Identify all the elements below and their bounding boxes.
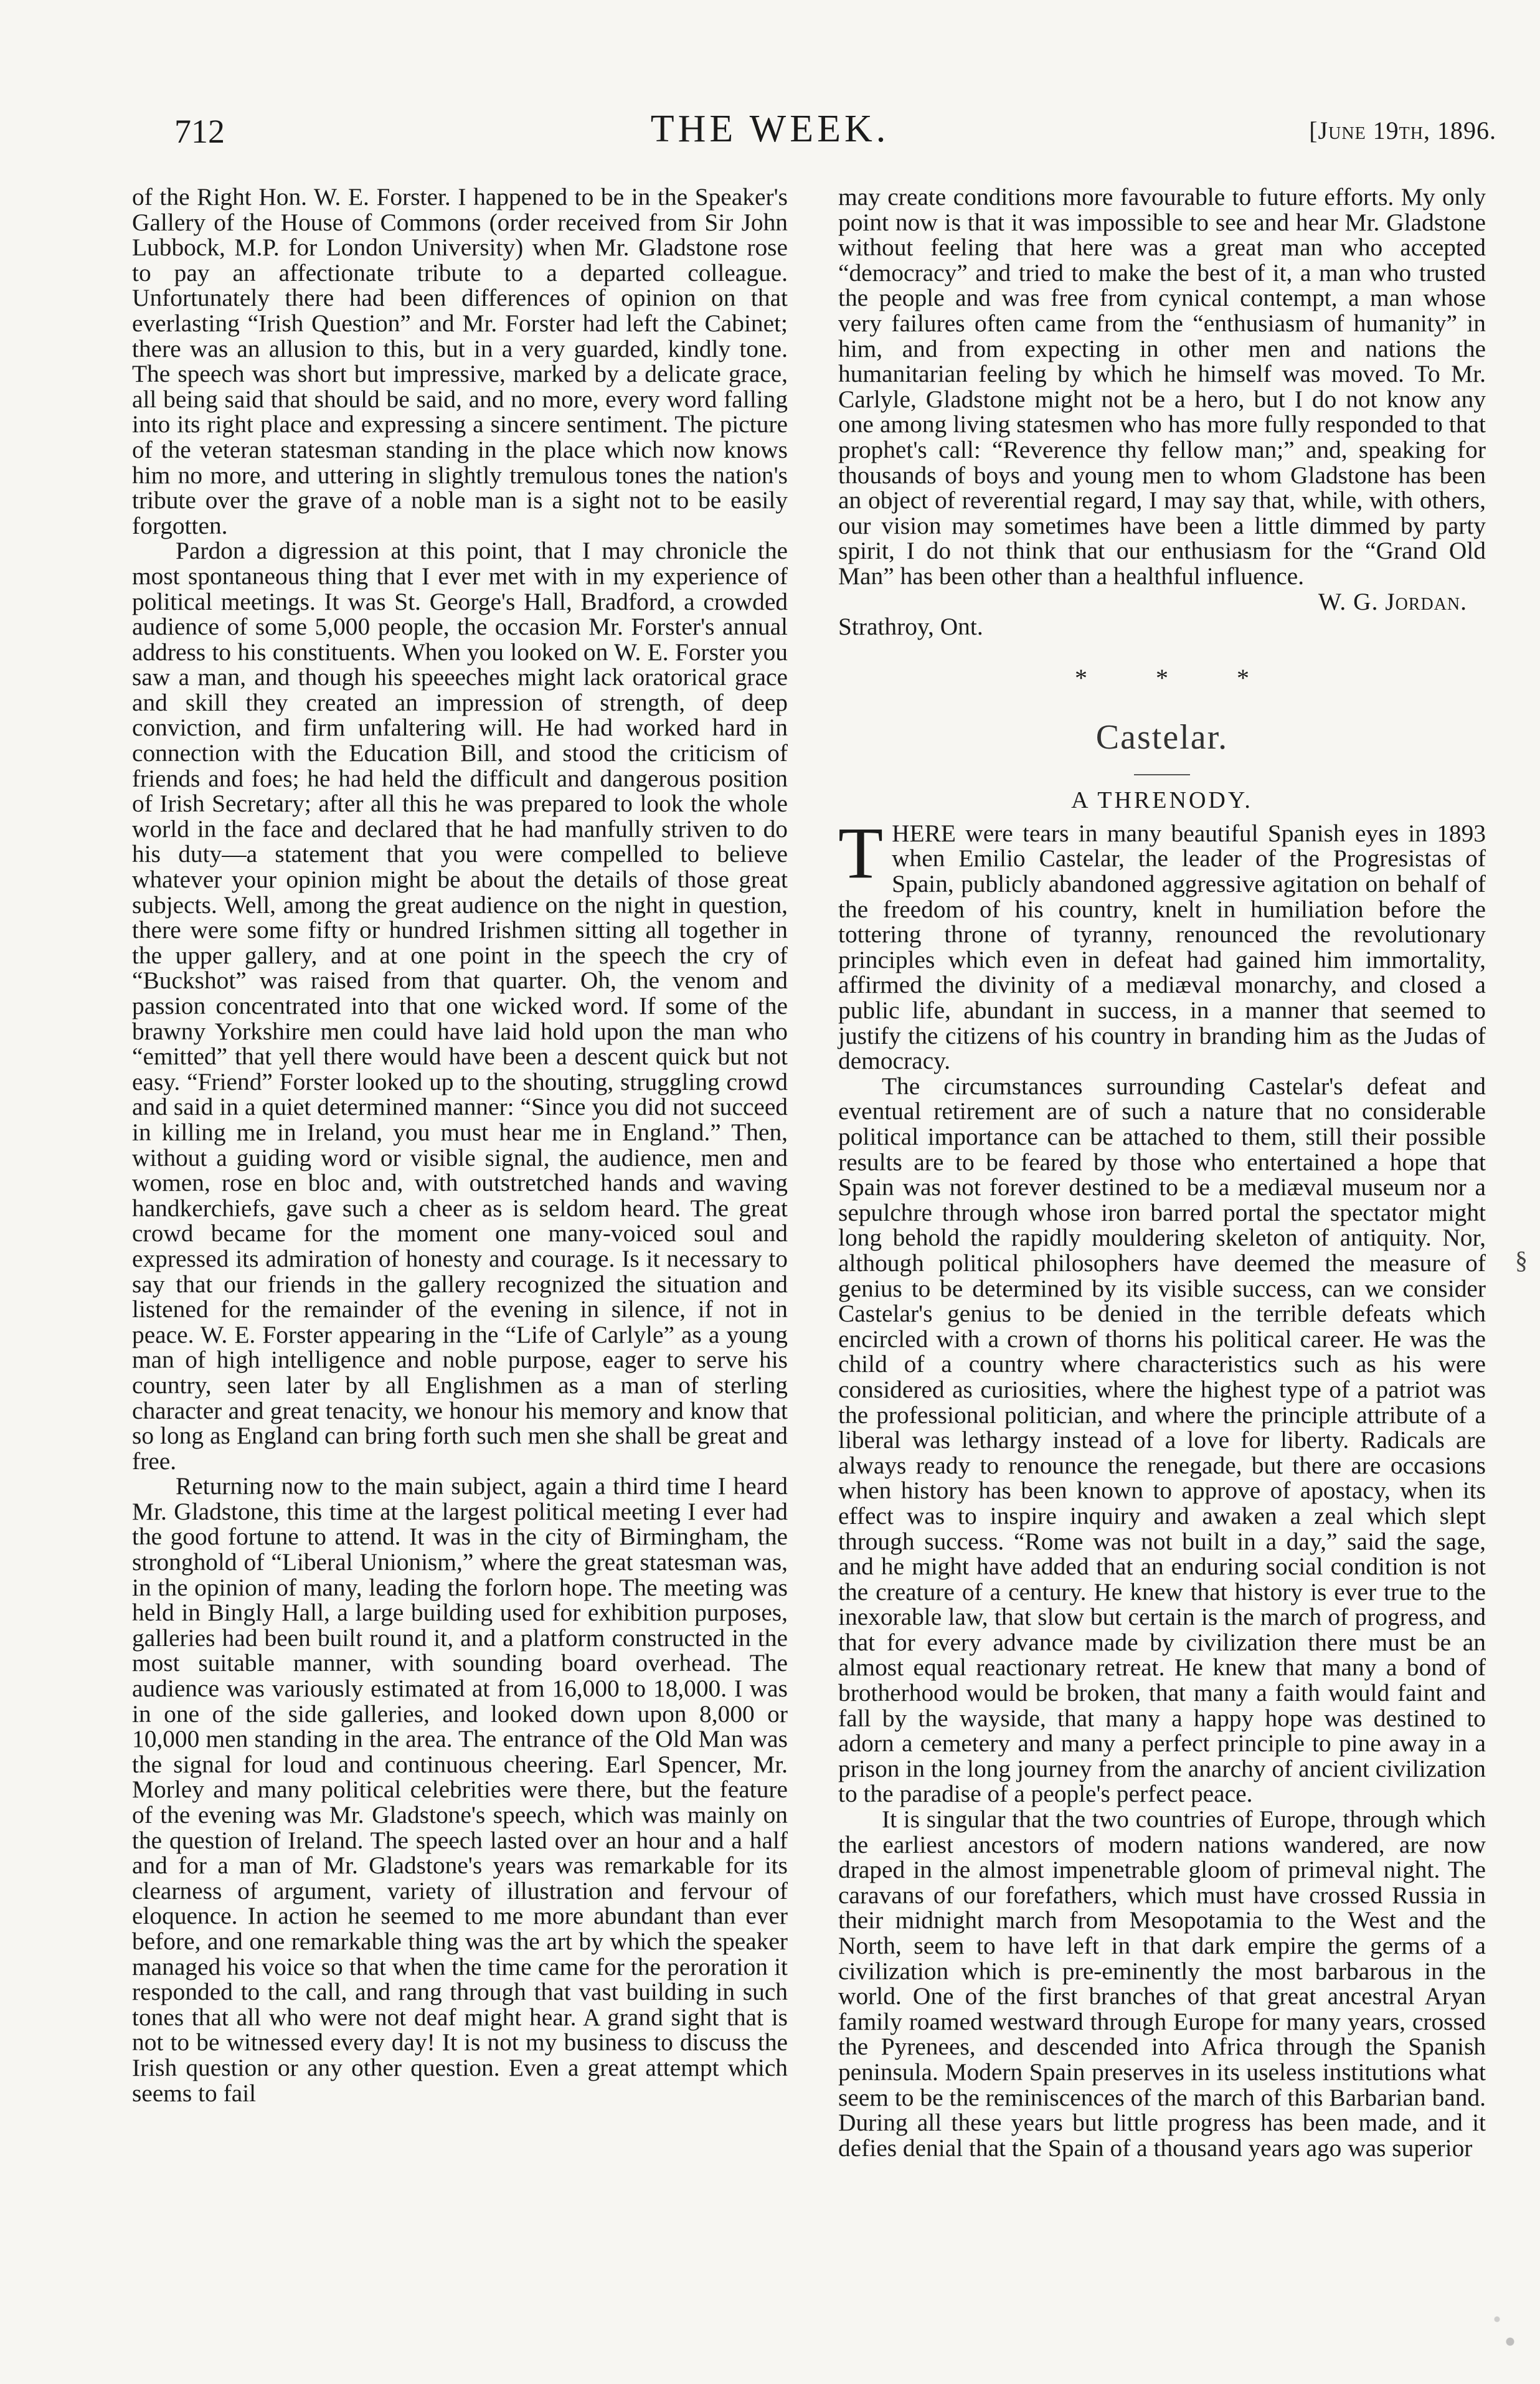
paper-specks — [1484, 2297, 1528, 2372]
issue-date: [June 19th, 1896. — [1309, 116, 1496, 144]
left-paragraph: Pardon a digression at this point, that I may chronicle the most spontaneous thing that I ever met with in my experience of political meetings. It was St. George's Hall, Bradford, a crowded audience of some 5,000 people, the occasion Mr. Forster's annual address to his constituents. When you looked on W. E. Forster you saw a man, and though his speeeches might lack oratorical grace and skill they created an impression of strength, of deep conviction, and firm unfaltering will. He had worked hard in connection with the Education Bill, and stood the criticism of friends and foes; he had held the difficult and dangerous position of Irish Secretary; after all this he was prepared to look the whole world in the face and declared that he had manfully striven to do his duty—a statement that you were compelled to believe whatever your opinion might be about the details of those great subjects. Well, among the great audience on the night in question, there were some fifty or hundred Irishmen sitting all together in the upper gallery, and at one point in the speech the cry of “Buckshot” was raised from that quarter. Oh, the venom and passion concentrated into that one wicked word. If some of the brawny Yorkshire men could have laid hold upon the man who “emitted” that yell there would have been a descent quick but not easy. “Friend” Forster looked up to the shouting, struggling crowd and said in a quiet determined manner: “Since you did not succeed in killing me in Ireland, you must hear me in England.” Then, without a guiding word or visible signal, the audience, men and women, rose en bloc and, with outstretched hands and waving handkerchiefs, gave such a cheer as is seldom heard. The great crowd became for the moment one many-voiced soul and expressed its admiration of honesty and courage. Is it necessary to say that our friends in the gallery recognized the situation and listened for the remainder of the evening in silence, if not in peace. W. E. Forster appearing in the “Life of Carlyle” as a young man of high intelligence and noble purpose, eager to serve his country, seen later by all Englishmen as a man of sterling character and great tenacity, we honour his memory and know that so long as England can bring forth such men she shall be great and free. — [132, 537, 788, 1475]
first-paragraph — [838, 811, 1486, 1075]
left-paragraph: Returning now to the main subject, again a third time I heard Mr. Gladstone, this time at the largest political meeting I ever had the good fortune to attend. It was in the city of Birmingham, the stronghold of “Liberal Unionism,” where the great statesman was, in the opinion of many, leading the forlorn hope. The meeting was held in Bingly Hall, a large building used for exhibition purposes, galleries had been built round it, and a platform constructed in the most suitable manner, with sounding board overhead. The audience was variously estimated at from 16,000 to 18,000. I was in one of the side galleries, and looked down upon 8,000 or 10,000 men standing in the area. The entrance of the Old Man was the signal for loud and continuous cheering. Earl Spencer, Mr. Morley and many political celebrities were there, but the feature of the evening was Mr. Gladstone's speech, which was mainly on the question of Ireland. The speech lasted over an hour and a half and for a man of Mr. Gladstone's years was remarkable for its clearness of argument, variety of illustration and fervour of eloquence. In action he seemed to me more abundant than ever before, and one remarkable thing was the art by which the speaker managed his voice so that when the time came for the peroration it responded to the call, and rang through that vast building in such tones that all who were not deaf might hear. A grand sight that is not to be witnessed every day! It is not my business to discuss the Irish question or any other question. Even a great attempt which seems to fail — [132, 1472, 788, 2107]
first-paragraph-text: HERE were tears in many beautiful Spanish eyes in 1893 when Emilio Castelar, the leader of the Progresistas of Spain, publicly abandoned aggressive agitation on behalf of the freedom of his country, knelt in humiliation before the tottering throne of tyranny, renounced the revolutionary principles which even in defeat had gained him immortality, affirmed the divinity of a mediæval monarchy, and closed a public life, abundant in success, in a manner that seemed to justify the citizens of his country in branding him as the Judas of democracy. — [838, 819, 1486, 1075]
section-asterism: * * * — [1075, 663, 1280, 692]
dateline-place: Strathroy, Ont. — [838, 613, 983, 641]
drop-cap: T — [838, 811, 884, 894]
left-column — [132, 184, 788, 2106]
right-paragraph: It is singular that the two countries of Europe, through which the earliest ancestors of modern nations wandered, are now draped in the almost impenetrable gloom of primeval night. The caravans of our forefathers, which must have crossed Russia in their midnight march from Mesopotamia to the West and the North, seem to have left in that dark empire the germs of a civilization which is pre-eminently the most barbarous in the world. One of the first branches of that great ancestral Aryan family roamed westward through Europe for many years, crossed the Pyrenees, and descended into Africa through the Spanish peninsula. Modern Spain preserves in its useless institutions what seem to be the reminiscences of the march of this Barbarian band. During all these years but little progress has been made, and it defies denial that the Spain of a thousand years ago was superior — [838, 1805, 1486, 2162]
margin-mark: § — [1515, 1246, 1528, 1274]
page-number: 712 — [174, 113, 225, 150]
continuation-paragraph: may create conditions more favourable to future efforts. My only point now is that it was impossible to see and hear Mr. Gladstone without feeling that here was a great man who accepted “democracy” and tried to make the best of it, a man who trusted the people and was free from cynical contempt, a man whose very failures often came from the “enthusiasm of humanity” in him, and from expecting in other men and nations the humanitarian feeling by which he himself was moved. To Mr. Carlyle, Gladstone might not be a hero, but I do not know any one among living statesmen who has more fully responded to that prophet's call: “Reverence thy fellow man;” and, speaking for thousands of boys and young men to whom Gladstone has been an object of reverential regard, I may say that, while, with others, our vision may sometimes have been a little dimmed by party spirit, I do not think that our enthusiasm for the “Grand Old Man” has been other than a healthful influence. — [838, 183, 1486, 590]
signature: W. G. Jordan. — [1318, 587, 1467, 615]
masthead: THE WEEK. — [650, 108, 890, 150]
article-title: Castelar. — [1095, 718, 1229, 757]
article-subtitle: A THRENODY. — [1071, 787, 1253, 814]
title-rule — [1134, 774, 1190, 775]
left-paragraph: of the Right Hon. W. E. Forster. I happened to be in the Speaker's Gallery of the House of Commons (order received from Sir John Lubbock, M.P. for London University) when Mr. Gladstone rose to pay an affectionate tribute to a departed colleague. Unfortunately there had been differences of opinion on that everlasting “Irish Question” and Mr. Forster had left the Cabinet; there was an allusion to this, but in a very guarded, kindly tone. The speech was short but impressive, marked by a delicate grace, all being said that should be said, and no more, every word falling into its right place and expressing a sincere sentiment. The picture of the veteran statesman standing in the place which now knows him no more, and uttering in slightly tremulous tones the nation's tribute over the grave of a noble man is a sight not to be easily forgotten. — [132, 183, 788, 539]
page-header — [0, 0, 1540, 162]
right-paragraph: The circumstances surrounding Castelar's defeat and eventual retirement are of such a nature that no considerable political importance can be attached to them, still their possible results are to be feared by those who entertained a hope that Spain was not forever destined to be a mediæval museum nor a sepulchre through whose iron barred portal the spectator might long behold the rapidly mouldering skeleton of antiquity. Nor, although political philosophers have deemed the measure of genius to be determined by its visible success, can we consider Castelar's genius to be denied in the terrible defeats which encircled with a crown of thorns his political career. He was the child of a country where characteristics such as his were considered as curiosities, where the highest type of a patriot was the professional politician, and where the principle attribute of a liberal was lethargy instead of a love for liberty. Radicals are always ready to renounce the renegade, but there are occasions when history has been known to approve of apostacy, when its effect was to inspire inquiry and awaken a zeal which slept through success. “Rome was not built in a day,” said the sage, and he might have added that an enduring social condition is not the creature of a century. He knew that history is ever true to the inexorable law, that slow but certain is the march of progress, and that for every advance made by civilization there must be an almost equal reactionary retreat. He knew that many a bond of brotherhood would be broken, that many a faith would faint and fall by the wayside, that many a happy hope was destined to adorn a cemetery and many a perfect principle to pine away in a prison in the long journey from the anarchy of ancient civilization to the paradise of a people's perfect peace. — [838, 1072, 1486, 1808]
right-column — [838, 184, 1486, 2160]
